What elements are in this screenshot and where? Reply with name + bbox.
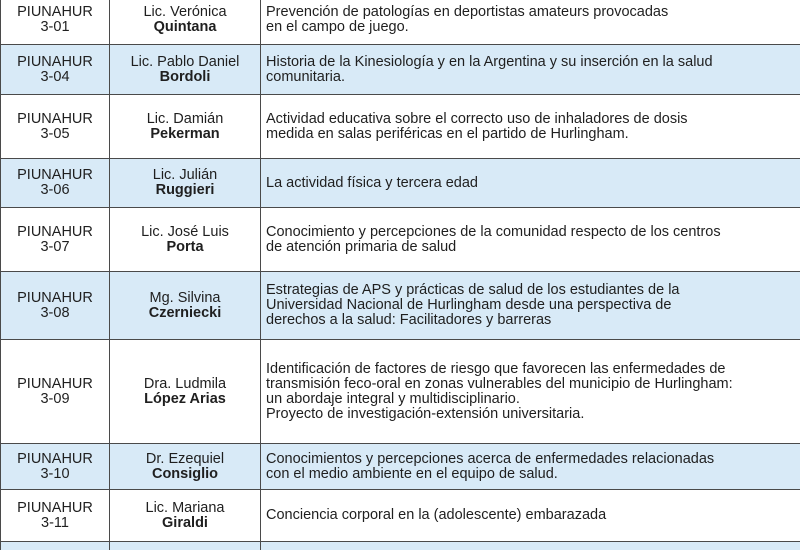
author-surname: Pekerman (150, 125, 220, 142)
author-surname: Consiglio (151, 465, 219, 482)
table-row (1, 159, 800, 208)
author-title-name: Lic. Mariana (145, 499, 225, 516)
table-row (1, 490, 800, 542)
project-code-prefix: PIUNAHUR (17, 375, 93, 392)
project-code-number: 3-10 (40, 465, 70, 482)
author-cell (110, 0, 261, 45)
project-code-cell (1, 45, 110, 95)
author-cell (110, 340, 261, 444)
table-row (1, 208, 800, 272)
author-cell (110, 95, 261, 159)
project-code-prefix: PIUNAHUR (17, 53, 93, 70)
project-title: Prevención de patologías en deportistas amateurs provocadas en el campo de juego. (266, 3, 669, 35)
project-code-cell (1, 444, 110, 490)
author-title-name: Dra. Ludmila (143, 375, 227, 392)
project-title: Conciencia corporal en la (adolescente) embarazada (266, 507, 607, 523)
author-title-name: Lic. Damián (146, 110, 224, 127)
project-code-number: 3-05 (40, 125, 70, 142)
project-code-cell (1, 340, 110, 444)
project-code-cell (1, 159, 110, 208)
author-title-name: Mg. Silvina (149, 289, 221, 306)
project-title: Estrategias de APS y prácticas de salud de los estudiantes de la Universidad Nacional de Hurlingham desde una perspectiva de derechos a la salud: Facilitadores y barreras (266, 282, 680, 328)
author-title-name: Dr. Ezequiel (145, 450, 225, 467)
project-title: Identificación de factores de riesgo que favorecen las enfermedades de transmisión feco-oral en zonas vulnerables del municipio de Hurlingham: un abordaje integral y multidisciplinario. Proyecto de investigación-extensión universitaria. (266, 360, 733, 422)
author-surname: Giraldi (162, 514, 208, 531)
project-title: Conocimiento y percepciones de la comunidad respecto de los centros de atención primaria de salud (266, 223, 721, 255)
project-code-cell (1, 542, 110, 550)
project-title-cell (261, 272, 800, 340)
project-code-cell (1, 490, 110, 542)
project-code-cell (1, 95, 110, 159)
project-code-cell (1, 0, 110, 45)
author-surname: Ruggieri (155, 182, 215, 198)
table-row (1, 340, 800, 444)
project-code-prefix: PIUNAHUR (17, 499, 93, 516)
table-row (1, 444, 800, 490)
author-cell (110, 490, 261, 542)
author-cell (110, 542, 261, 550)
project-code-number: 3-11 (41, 514, 69, 531)
author-title-name: Lic. José Luis (141, 223, 229, 240)
project-title-cell (261, 542, 800, 550)
author-cell (110, 45, 261, 95)
project-code-prefix: PIUNAHUR (17, 223, 93, 240)
project-code-number: 3-08 (40, 304, 70, 321)
project-title-cell (261, 45, 800, 95)
author-cell (110, 159, 261, 208)
project-title-cell (261, 95, 800, 159)
project-code-number: 3-07 (40, 238, 70, 255)
project-title: La actividad física y tercera edad (266, 174, 478, 191)
table-row (1, 272, 800, 340)
table-row-partial (1, 542, 800, 550)
project-code-number: 3-04 (40, 68, 70, 85)
project-title-cell (261, 0, 800, 45)
project-title: Historia de la Kinesiología y en la Argentina y su inserción en la salud comunitaria. (266, 53, 713, 85)
project-code-number: 3-06 (40, 182, 70, 198)
project-code-prefix: PIUNAHUR (17, 3, 93, 20)
author-surname: Bordoli (159, 68, 211, 85)
project-code-cell (1, 208, 110, 272)
project-code-prefix: PIUNAHUR (17, 450, 93, 467)
project-code-prefix: PIUNAHUR (17, 167, 93, 183)
project-code-prefix: PIUNAHUR (17, 289, 93, 306)
author-surname: López Arias (144, 390, 226, 407)
table-row (1, 95, 800, 159)
project-code-number: 3-09 (40, 390, 70, 407)
table-row (1, 0, 800, 45)
author-title-name: Lic. Pablo Daniel (130, 53, 240, 70)
project-title-cell (261, 208, 800, 272)
project-title-cell (261, 444, 800, 490)
author-surname: Czerniecki (148, 304, 222, 321)
author-title-name: Lic. Verónica (143, 3, 227, 20)
project-title: Conocimientos y percepciones acerca de enfermedades relacionadas con el medio ambiente en el equipo de salud. (266, 450, 715, 482)
project-code-cell (1, 272, 110, 340)
project-title-cell (261, 340, 800, 444)
author-surname: Porta (166, 238, 204, 255)
project-code-number: 3-01 (40, 18, 70, 35)
author-cell (110, 444, 261, 490)
author-title-name: Lic. Julián (152, 167, 218, 183)
project-title-cell (261, 159, 800, 208)
project-title: Actividad educativa sobre el correcto uso de inhaladores de dosis medida en salas periféricas en el partido de Hurlingham. (266, 110, 688, 142)
project-code-prefix: PIUNAHUR (17, 110, 93, 127)
author-cell (110, 272, 261, 340)
project-title-cell (261, 490, 800, 542)
author-cell (110, 208, 261, 272)
table-row (1, 45, 800, 95)
author-surname: Quintana (153, 18, 217, 35)
